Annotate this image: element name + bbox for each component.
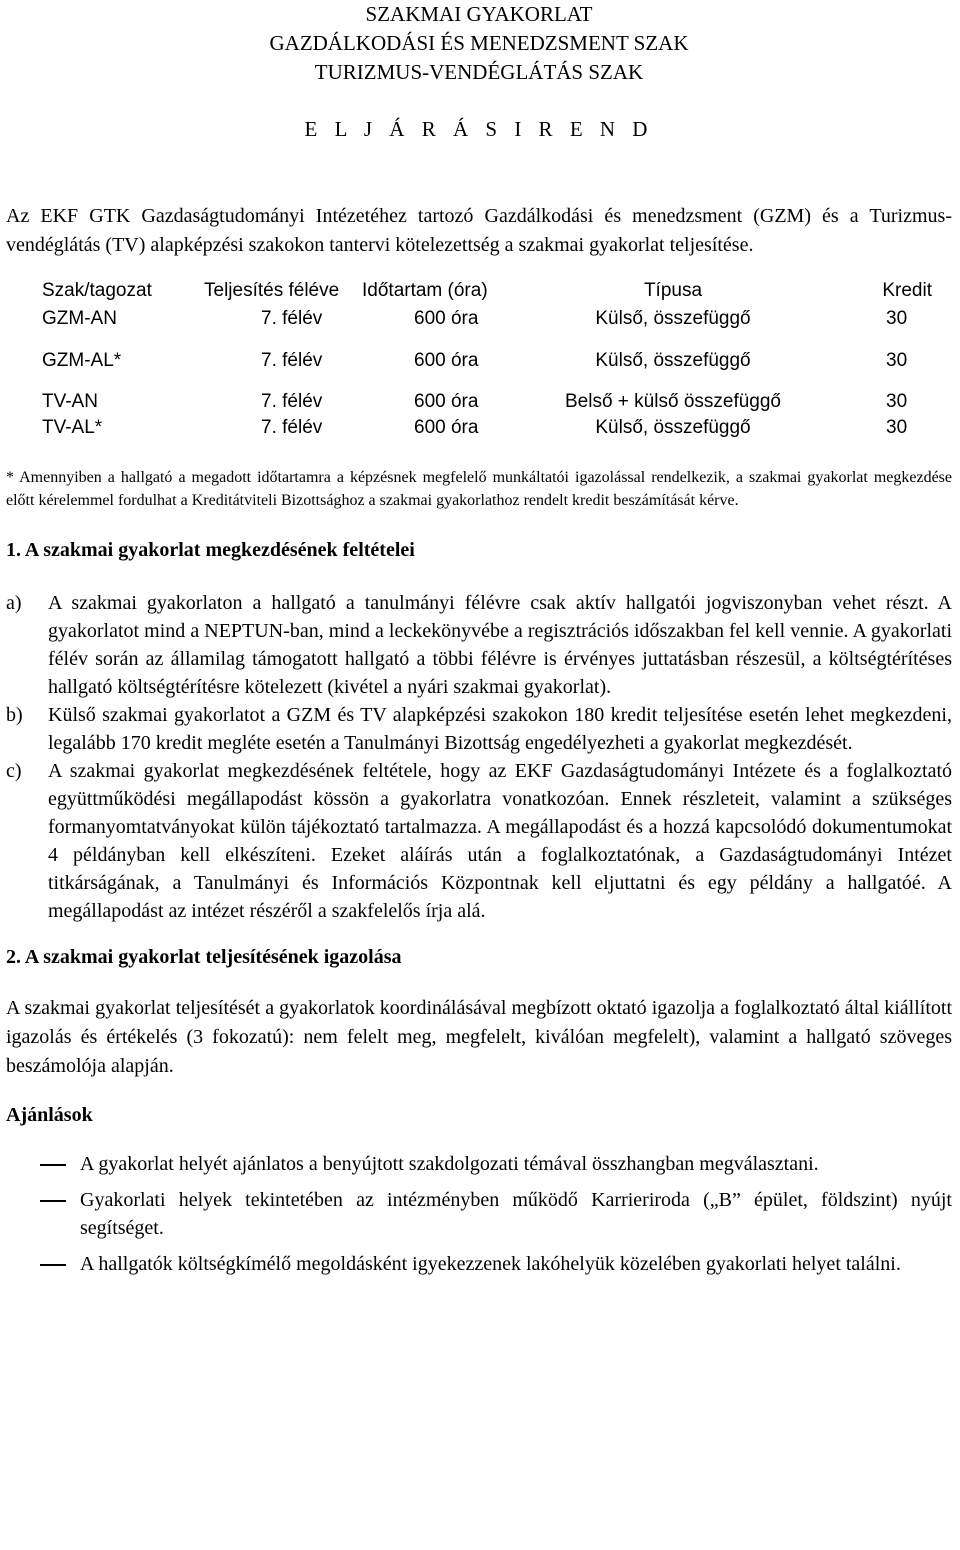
section-1-heading: 1. A szakmai gyakorlat megkezdésének feltételei [6,539,415,561]
table-cell-duration: 600 óra [414,391,479,412]
table-cell-type: Külső, összefüggő [595,417,751,438]
table-cell-semester: 7. félév [261,391,323,412]
table-header-duration: Időtartam (óra) [362,280,488,301]
list-item [6,757,952,925]
list-item-text: Gyakorlati helyek tekintetében az intézményben működő Karrieriroda („B” épület, földszint) nyújt segítséget. [80,1189,952,1239]
dash-bullet-icon [6,1150,80,1178]
header-major-tv: TURIZMUS-VENDÉGLÁTÁS SZAK [314,60,644,84]
section-1-list [6,589,952,925]
table-cell-type: Belső + külső összefüggő [565,391,781,412]
table-cell-major: TV-AN [42,391,98,412]
table-header-major: Szak/tagozat [42,280,152,301]
list-item-text: A gyakorlat helyét ajánlatos a benyújtott szakdolgozati témával összhangban megválasztani. [80,1153,819,1175]
table-cell-semester: 7. félév [261,417,323,438]
table-cell-semester: 7. félév [261,308,323,329]
list-item [6,701,952,757]
header-major-gzm: GAZDÁLKODÁSI ÉS MENEDZSMENT SZAK [269,31,689,55]
list-item-text: A szakmai gyakorlat megkezdésének feltétele, hogy az EKF Gazdaságtudományi Intézete és a foglalkoztató együttműködési megállapodást kössön a gyakorlatra vonatkozóan. Ennek részleteit, valamint a szükséges formanyomtatványokat külön tájékoztató tartalmazza. A megállapodást és a hozzá kapcsolódó dokumentumokat 4 példányban kell elkészíteni. Ezeket aláírás után a foglalkoztatónak, a Gazdaságtudományi Intézet titkárságának, a Tanulmányi és Információs Központnak kell eljuttatni és egy példány a hallgatóé. A megállapodást az intézet részéről a szakfelelős írja alá. [48,760,952,922]
table-footnote: * Amennyiben a hallgató a megadott időtartamra a képzésnek megfelelő munkáltatói igazolással rendelkezik, a szakmai gyakorlat megkezdése előtt kérelemmel fordulhat a Kreditátviteli Bizottsághoz a szakmai gyakorlathoz rendelt kredit beszámítását kérve. [6,469,952,509]
table-cell-type: Külső, összefüggő [595,350,751,371]
table-header-type: Típusa [643,280,703,301]
list-item [6,589,952,701]
practice-table [6,280,952,440]
table-cell-major: GZM-AN [42,308,117,329]
list-item-label: b) [6,704,23,726]
table-cell-duration: 600 óra [414,308,479,329]
table-cell-credit: 30 [886,350,908,371]
recommendations-heading: Ajánlások [6,1104,93,1126]
table-cell-credit: 30 [886,308,908,329]
list-item [6,1250,952,1278]
table-cell-major: GZM-AL* [42,350,122,371]
table-cell-credit: 30 [886,391,908,412]
table-header-credit: Kredit [882,280,932,301]
document-header [6,0,952,87]
table-cell-semester: 7. félév [261,350,323,371]
table-cell-duration: 600 óra [414,350,479,371]
list-item-label: c) [6,760,22,782]
list-item-text: A hallgatók költségkímélő megoldásként igyekezzenek lakóhelyük közelében gyakorlati helyet találni. [80,1253,901,1275]
section-2-heading: 2. A szakmai gyakorlat teljesítésének igazolása [6,946,402,968]
dash-bullet-icon [6,1186,80,1242]
list-item-text: A szakmai gyakorlaton a hallgató a tanulmányi félévre csak aktív hallgatói jogviszonyban vehet részt. A gyakorlatot mind a NEPTUN-ban, mind a leckekönyvébe a regisztrációs időszakban fel kell vennie. A gyakorlati félév során az államilag támogatott hallgató a többi félévre is érvényes juttatásban részesül, a költségtérítéses hallgató költségtérítésre kötelezett (kivétel a nyári szakmai gyakorlat). [48,592,952,698]
procedure-heading: E L J Á R Á S I R E N D [304,117,654,141]
table-cell-type: Külső, összefüggő [595,308,751,329]
table-cell-duration: 600 óra [414,417,479,438]
section-2-paragraph: A szakmai gyakorlat teljesítését a gyakorlatok koordinálásával megbízott oktató igazolja a foglalkoztató által kiállított igazolás és értékelés (3 fokozatú): nem felelt meg, megfelelt, kiválóan megfelelt), valamint a hallgató szöveges beszámolója alapján. [6,997,952,1077]
table-cell-major: TV-AL* [42,417,103,438]
list-item-text: Külső szakmai gyakorlatot a GZM és TV alapképzési szakokon 180 kredit teljesítése esetén lehet megkezdeni, legalább 170 kredit megléte esetén a Tanulmányi Bizottság engedélyezheti a gyakorlat megkezdését. [48,704,952,754]
table-header-semester: Teljesítés féléve [204,280,340,301]
intro-paragraph: Az EKF GTK Gazdaságtudományi Intézetéhez tartozó Gazdálkodási és menedzsment (GZM) és a Turizmus-vendéglátás (TV) alapképzési szakokon tantervi kötelezettség a szakmai gyakorlat teljesítése. [6,205,952,256]
list-item [6,1150,952,1178]
list-item-label: a) [6,592,22,614]
recommendations-list [6,1150,952,1278]
table-cell-credit: 30 [886,417,908,438]
header-title: SZAKMAI GYAKORLAT [365,2,593,26]
list-item [6,1186,952,1242]
dash-bullet-icon [6,1250,80,1278]
